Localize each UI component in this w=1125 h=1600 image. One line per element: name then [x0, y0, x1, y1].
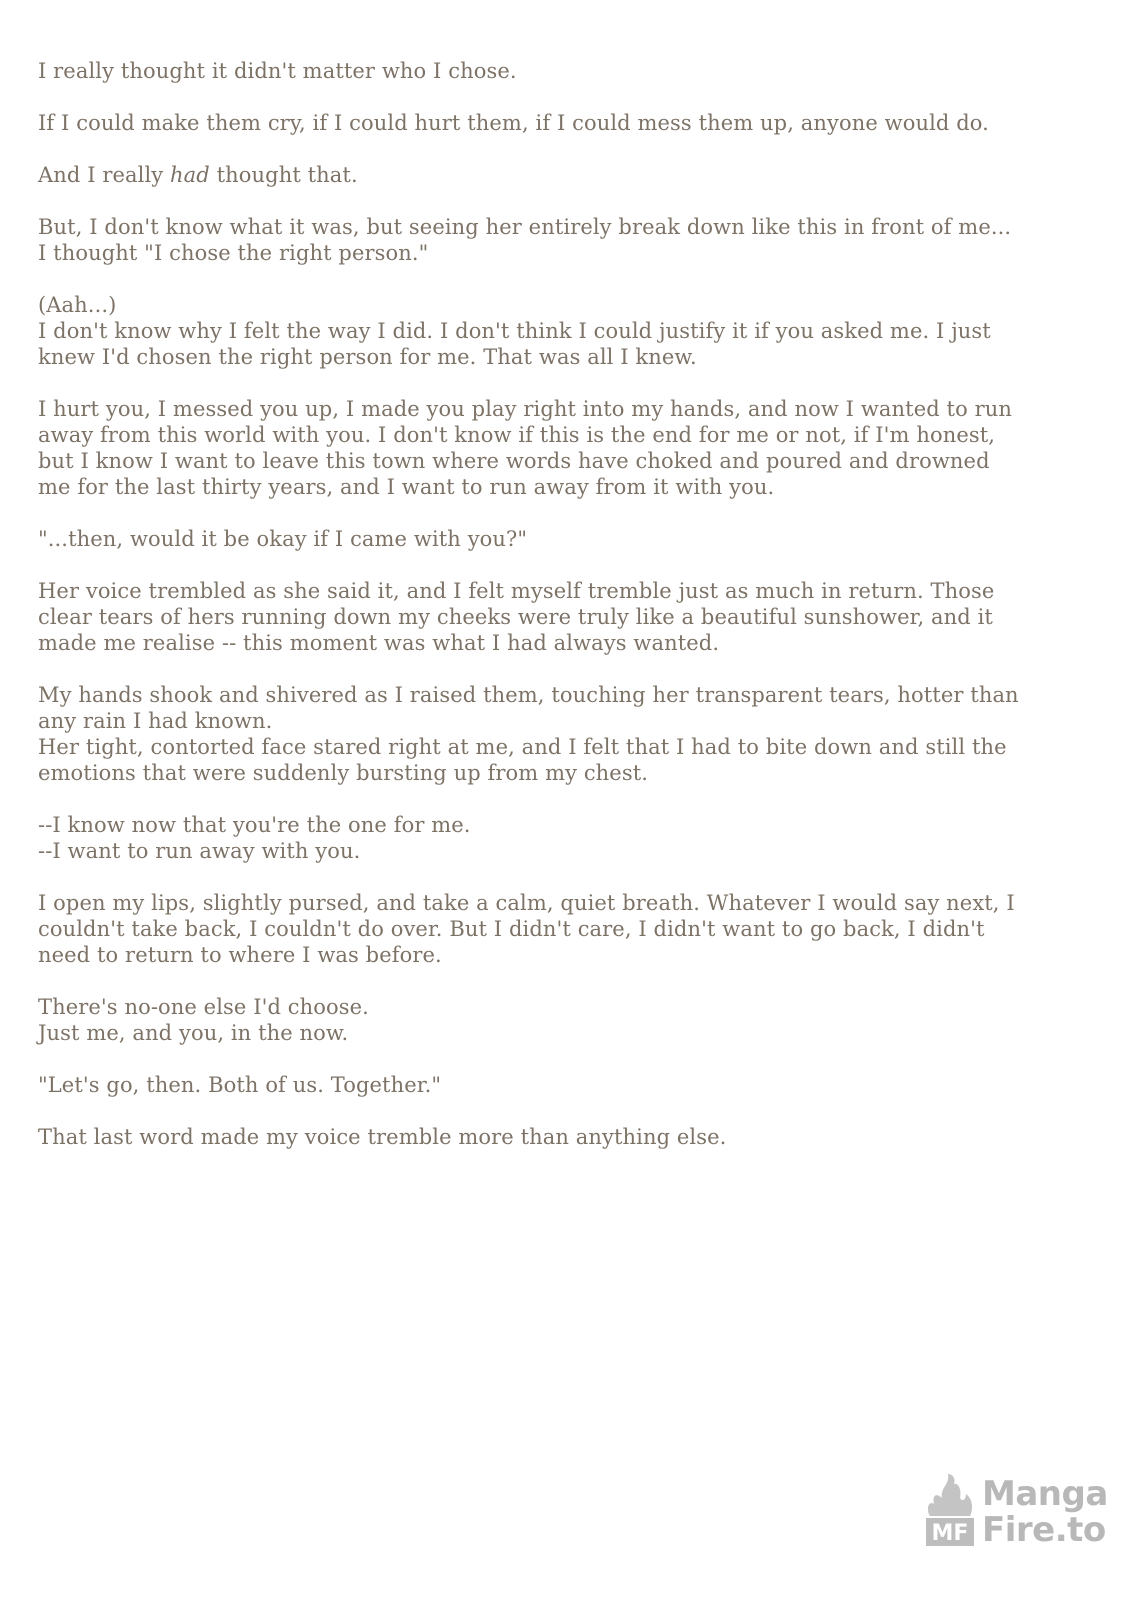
flame-logo-icon [920, 1470, 980, 1550]
watermark-line2: Fire.to [982, 1510, 1106, 1550]
emphasis-text: had [170, 163, 210, 187]
paragraph [38, 890, 1088, 968]
paragraph [38, 682, 1088, 786]
paragraph [38, 578, 1088, 656]
text-line: I thought "I chose the right person." [38, 241, 429, 265]
text-line: any rain I had known. [38, 709, 273, 733]
text-line: Her voice trembled as she said it, and I felt myself tremble just as much in return. Those [38, 579, 995, 603]
text-line: emotions that were suddenly bursting up from my chest. [38, 761, 649, 785]
text-line: But, I don't know what it was, but seeing her entirely break down like this in front of me... [38, 215, 1012, 239]
text-line: (Aah...) [38, 293, 117, 317]
text-segment: thought that. [209, 163, 358, 187]
text-line: but I know I want to leave this town where words have choked and poured and drowned [38, 449, 990, 473]
text-line: --I know now that you're the one for me. [38, 813, 471, 837]
text-line: Just me, and you, in the now. [38, 1021, 349, 1045]
paragraph [38, 396, 1088, 500]
text-line: I hurt you, I messed you up, I made you play right into my hands, and now I wanted to run [38, 397, 1012, 421]
text-line: Her tight, contorted face stared right at me, and I felt that I had to bite down and still the [38, 735, 1007, 759]
logo-letters: MF [931, 1521, 969, 1546]
text-line: couldn't take back, I couldn't do over. But I didn't care, I didn't want to go back, I didn't [38, 917, 985, 941]
watermark-text [982, 1476, 1108, 1548]
text-line: My hands shook and shivered as I raised them, touching her transparent tears, hotter than [38, 683, 1019, 707]
text-line: "Let's go, then. Both of us. Together." [38, 1073, 442, 1097]
text-line: need to return to where I was before. [38, 943, 442, 967]
paragraph [38, 162, 1088, 188]
text-line: --I want to run away with you. [38, 839, 361, 863]
text-line: I don't know why I felt the way I did. I don't think I could justify it if you asked me. I just [38, 319, 991, 343]
text-line: away from this world with you. I don't know if this is the end for me or not, if I'm honest, [38, 423, 996, 447]
text-line [38, 162, 1088, 188]
text-line: me for the last thirty years, and I want to run away from it with you. [38, 475, 775, 499]
paragraph [38, 526, 1088, 552]
mangafire-watermark [920, 1470, 1108, 1560]
watermark-line1: Manga [982, 1474, 1108, 1514]
text-line: I really thought it didn't matter who I chose. [38, 59, 517, 83]
text-line: That last word made my voice tremble more than anything else. [38, 1125, 727, 1149]
paragraph [38, 292, 1088, 370]
text-line: I open my lips, slightly pursed, and take a calm, quiet breath. Whatever I would say next, I [38, 891, 1015, 915]
paragraph [38, 812, 1088, 864]
text-line: If I could make them cry, if I could hurt them, if I could mess them up, anyone would do. [38, 111, 989, 135]
paragraph [38, 1124, 1088, 1150]
paragraph [38, 994, 1088, 1046]
text-line: "...then, would it be okay if I came with you?" [38, 527, 528, 551]
text-line: made me realise -- this moment was what I had always wanted. [38, 631, 720, 655]
text-line: clear tears of hers running down my cheeks were truly like a beautiful sunshower, and it [38, 605, 993, 629]
text-segment: And I really [38, 163, 171, 187]
paragraph [38, 58, 1088, 84]
paragraph [38, 110, 1088, 136]
text-line: knew I'd chosen the right person for me. That was all I knew. [38, 345, 697, 369]
text-line: There's no-one else I'd choose. [38, 995, 369, 1019]
story-text [38, 58, 1088, 1176]
paragraph [38, 1072, 1088, 1098]
paragraph [38, 214, 1088, 266]
